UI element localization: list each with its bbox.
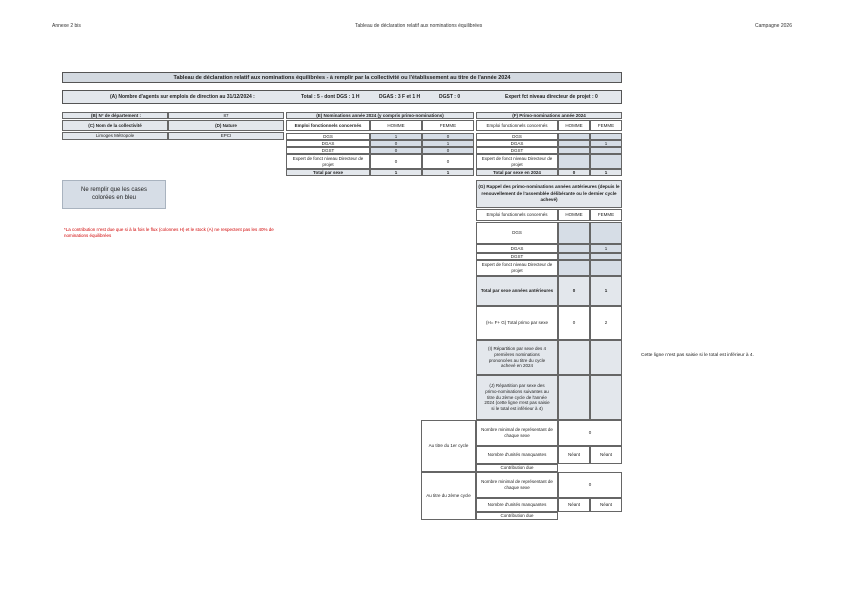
- cycle-line-note: Cette ligne n'est pas saisie si le total est inférieur à 4.: [641, 353, 754, 358]
- collectivity-label: (C) Nom de la collectivité: [62, 120, 168, 131]
- cycle-1-missing-label: Nombre d'unités manquantes: [476, 446, 558, 464]
- g-row-homme[interactable]: [558, 260, 590, 276]
- e-table-title: (E) Nominations année 2024 (y compris primo-nominations): [286, 112, 474, 119]
- header-right: Campagne 2026: [755, 23, 792, 29]
- e-row-femme[interactable]: 0: [422, 147, 474, 154]
- f-total-homme: 0: [558, 169, 590, 176]
- f-row-label: DGS: [476, 133, 558, 140]
- f-row-homme[interactable]: [558, 147, 590, 154]
- contribution-note: *La contribution n'est due que si à la fois le flux (colonnes H) et le stock (A) ne respectent pas les 40% de nominations équilibrées: [64, 227, 274, 238]
- i-repartition-femme: [590, 340, 622, 375]
- j-repartition-homme: [558, 375, 590, 420]
- collectivity-value[interactable]: Limoges Métropole: [62, 132, 168, 140]
- agents-line: [62, 90, 622, 104]
- cycle-2-missing-homme: Néant: [558, 498, 590, 512]
- g-col-homme: HOMME: [558, 209, 590, 221]
- f-col-femme: FEMME: [590, 120, 622, 131]
- f-row-femme[interactable]: 1: [590, 140, 622, 147]
- g-row-homme[interactable]: [558, 244, 590, 253]
- g-total-previous-femme: 1: [590, 276, 622, 306]
- f-row-femme[interactable]: [590, 154, 622, 169]
- cycle-1-min-value: 0: [558, 420, 622, 446]
- agents-dgas: DGAS : 3 F et 1 H: [379, 94, 421, 100]
- g-row-label: DGAS: [476, 244, 558, 253]
- form-title: Tableau de déclaration relatif aux nominations équilibrées - à remplir par la collectivité ou l'établissement au titre de l'année 2024: [62, 72, 622, 83]
- g-col-femme: FEMME: [590, 209, 622, 221]
- e-col-emploi: Emploi fonctionnels concernés: [286, 120, 370, 131]
- header-left: Annexe 2 bis: [52, 23, 81, 29]
- g-table-title: (G) Rappel des primo-nominations années antérieures (depuis le renouvellement de l'assemblée délibérante ou le dernier cycle achevé): [476, 180, 622, 208]
- agents-dgst: DGST : 0: [439, 94, 461, 100]
- header-center: Tableau de déclaration relatif aux nominations équilibrées: [355, 23, 483, 29]
- g-col-emploi: Emploi fonctionnels concernés: [476, 209, 558, 221]
- nature-value[interactable]: EPCI: [168, 132, 284, 140]
- cycle-2-contribution-label: Contribution due: [476, 512, 558, 520]
- f-total-label: Total par sexe en 2024: [476, 169, 558, 176]
- e-total-femme: 1: [422, 169, 474, 176]
- e-row-homme[interactable]: 0: [370, 140, 422, 147]
- fill-instruction-note: Ne remplir que les cases colorées en bleu: [62, 180, 166, 209]
- g-row-femme[interactable]: [590, 222, 622, 244]
- f-row-homme[interactable]: [558, 133, 590, 140]
- f-col-emploi: Emploi fonctionnels concernés: [476, 120, 558, 131]
- g-row-femme[interactable]: [590, 253, 622, 260]
- f-row-femme[interactable]: [590, 133, 622, 140]
- g-row-homme[interactable]: [558, 222, 590, 244]
- cycle-2-min-value: 0: [558, 472, 622, 498]
- cycle-1-missing-femme: Néant: [590, 446, 622, 464]
- j-repartition-label: (J) Répartition par sexe des primo-nominations suivantes au titre du 2ème cycle de l'année 2024 (cette ligne n'est pas saisie si le total est inférieur à 4): [476, 375, 558, 420]
- g-row-label: DGS: [476, 222, 558, 244]
- nature-label: (D) Nature: [168, 120, 284, 131]
- i-repartition-homme: [558, 340, 590, 375]
- e-total-label: Total par sexe: [286, 169, 370, 176]
- h-total-primo-homme: 0: [558, 306, 590, 340]
- i-repartition-label: (I) Répartition par sexe des 4 premières nominations prononcées au titre du cycle achevé en 2024: [476, 340, 558, 375]
- e-col-femme: FEMME: [422, 120, 474, 131]
- f-row-label: Expert de fonct niveau Directeur de projet: [476, 154, 558, 169]
- g-total-previous-label: Total par sexe années antérieures: [476, 276, 558, 306]
- f-row-label: DGAS: [476, 140, 558, 147]
- e-row-label: DGAS: [286, 140, 370, 147]
- dept-label: (B) N° de département :: [62, 112, 168, 119]
- g-total-previous-homme: 0: [558, 276, 590, 306]
- g-row-label: Expert de fonct niveau Directeur de projet: [476, 260, 558, 276]
- dept-value[interactable]: 87: [168, 112, 284, 119]
- cycle-1-min-label: Nombre minimal de représentant de chaque sexe: [476, 420, 558, 446]
- f-total-femme: 1: [590, 169, 622, 176]
- e-total-homme: 1: [370, 169, 422, 176]
- h-total-primo-femme: 2: [590, 306, 622, 340]
- g-row-femme[interactable]: [590, 260, 622, 276]
- h-total-primo-label: (H= F+ G) Total primo par sexe: [476, 306, 558, 340]
- f-row-label: DGST: [476, 147, 558, 154]
- cycle-2-label: Au titre du 2ème cycle: [421, 472, 476, 520]
- f-col-homme: HOMME: [558, 120, 590, 131]
- g-row-homme[interactable]: [558, 253, 590, 260]
- e-row-homme[interactable]: 0: [370, 147, 422, 154]
- f-row-homme[interactable]: [558, 140, 590, 147]
- agents-label: (A) Nombre d'agents sur emplois de direction au 31/12/2024 :: [110, 94, 255, 100]
- e-row-femme[interactable]: 0: [422, 154, 474, 169]
- cycle-1-missing-homme: Néant: [558, 446, 590, 464]
- e-col-homme: HOMME: [370, 120, 422, 131]
- agents-total: Total : 5 - dont DGS : 1 H: [301, 94, 360, 100]
- g-row-femme[interactable]: 1: [590, 244, 622, 253]
- cycle-1-contribution-label: Contribution due: [476, 464, 558, 472]
- f-table-title: (F) Primo-nominations année 2024: [476, 112, 622, 119]
- agents-expert: Expert fct niveau directeur de projet : 0: [505, 94, 598, 100]
- j-repartition-femme: [590, 375, 622, 420]
- e-row-label: DGS: [286, 133, 370, 140]
- f-row-femme[interactable]: [590, 147, 622, 154]
- e-row-femme[interactable]: 1: [422, 140, 474, 147]
- cycle-2-missing-femme: Néant: [590, 498, 622, 512]
- cycle-2-min-label: Nombre minimal de représentant de chaque sexe: [476, 472, 558, 498]
- f-row-homme[interactable]: [558, 154, 590, 169]
- e-row-label: Expert de fonct niveau Directeur de projet: [286, 154, 370, 169]
- e-row-label: DGST: [286, 147, 370, 154]
- cycle-2-missing-label: Nombre d'unités manquantes: [476, 498, 558, 512]
- e-row-homme[interactable]: 1: [370, 133, 422, 140]
- cycle-1-label: Au titre du 1er cycle: [421, 420, 476, 472]
- e-row-femme[interactable]: 0: [422, 133, 474, 140]
- e-row-homme[interactable]: 0: [370, 154, 422, 169]
- g-row-label: DGST: [476, 253, 558, 260]
